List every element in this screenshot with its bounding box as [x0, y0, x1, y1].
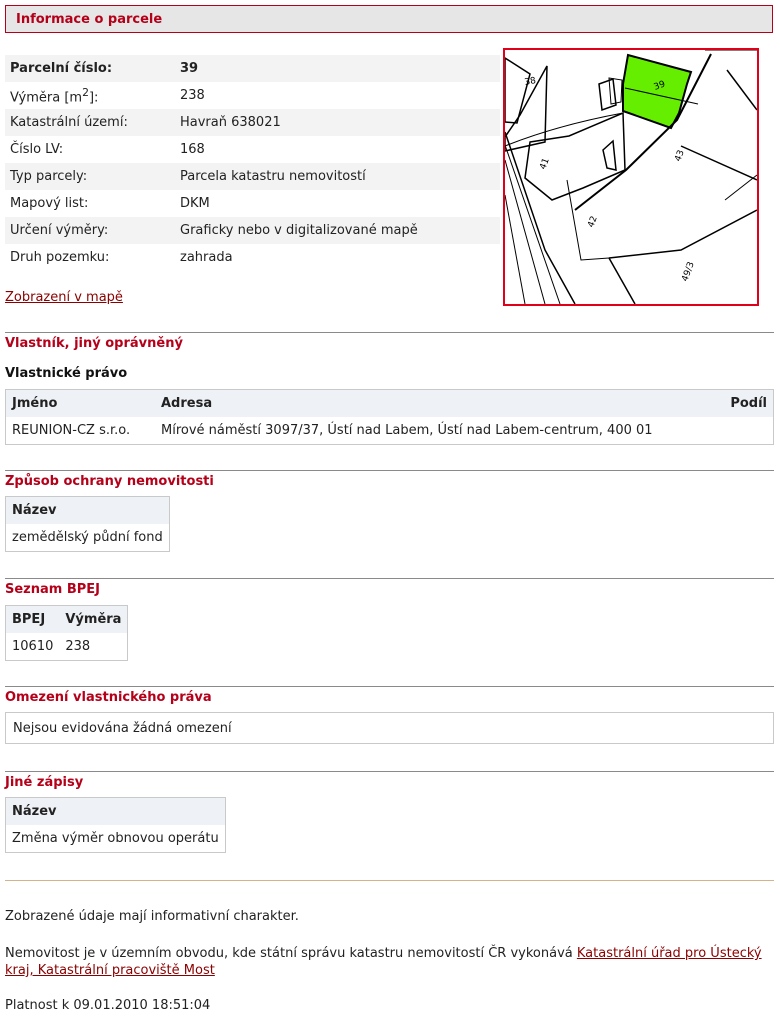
parcel-value: zahrada — [180, 250, 233, 265]
parcel-row — [5, 136, 500, 163]
bpej-code: 10610 — [6, 633, 60, 661]
parcel-row — [5, 163, 500, 190]
map-label: 49/3 — [680, 260, 697, 284]
section-divider — [5, 332, 774, 333]
column-header-name: Jméno — [6, 390, 156, 418]
column-header-address: Adresa — [155, 390, 718, 418]
parcel-value: 39 — [175, 55, 500, 82]
page-title: Informace o parcele — [16, 12, 163, 27]
table-row — [6, 417, 774, 445]
informative-note: Zobrazené údaje mají informativní charakter. — [5, 909, 299, 924]
protection-table — [5, 496, 170, 552]
section-divider — [5, 470, 774, 471]
column-header-share: Podíl — [718, 390, 773, 418]
parcel-row — [5, 190, 500, 217]
map-label: 39 — [652, 79, 667, 93]
parcel-value: Graficky nebo v digitalizované mapě — [175, 217, 500, 244]
bpej-section-title: Seznam BPEJ — [5, 582, 100, 597]
section-divider — [5, 771, 774, 772]
parcel-label: Druh pozemku: — [10, 250, 110, 265]
parcel-label: Parcelní číslo: — [5, 55, 175, 82]
page-header — [5, 5, 773, 33]
owner-section-title: Vlastník, jiný oprávněný — [5, 336, 183, 351]
parcel-label: Mapový list: — [10, 196, 89, 211]
map-label: 38 — [523, 76, 537, 88]
cadastral-office-note — [5, 945, 775, 979]
parcel-label: Typ parcely: — [5, 163, 175, 190]
parcel-row — [5, 109, 500, 136]
column-header-bpej: BPEJ — [6, 606, 60, 634]
bpej-table — [5, 605, 128, 661]
parcel-value: 168 — [180, 142, 205, 157]
footer-divider — [5, 880, 774, 881]
table-header-row — [6, 497, 170, 525]
section-divider — [5, 686, 774, 687]
owner-share — [718, 417, 773, 445]
column-header-title: Název — [6, 497, 170, 525]
table-row — [6, 633, 128, 661]
parcel-value: Parcela katastru nemovitostí — [175, 163, 500, 190]
owner-address: Mírové náměstí 3097/37, Ústí nad Labem, Ústí nad Labem-centrum, 400 01 — [155, 417, 718, 445]
section-divider — [5, 578, 774, 579]
table-row — [6, 524, 170, 552]
map-label: 41 — [538, 156, 552, 172]
show-in-map-link[interactable]: Zobrazení v mapě — [5, 290, 123, 305]
parcel-label: Číslo LV: — [10, 142, 64, 157]
protection-value: zemědělský půdní fond — [6, 524, 170, 552]
owner-name: REUNION-CZ s.r.o. — [6, 417, 156, 445]
validity-timestamp: Platnost k 09.01.2010 18:51:04 — [5, 998, 211, 1013]
table-row — [6, 825, 226, 853]
other-records-section-title: Jiné zápisy — [5, 775, 84, 790]
ownership-right-heading: Vlastnické právo — [5, 366, 128, 381]
column-header-area: Výměra — [59, 606, 128, 634]
area-label: Výměra [m — [10, 90, 83, 106]
table-header-row — [6, 606, 128, 634]
protection-section-title: Způsob ochrany nemovitosti — [5, 474, 214, 489]
parcel-label: Určení výměry: — [5, 217, 175, 244]
parcel-label — [5, 82, 175, 109]
map-label: 42 — [586, 214, 600, 230]
parcel-info-table — [5, 55, 500, 271]
table-header-row — [6, 390, 774, 418]
parcel-row — [5, 55, 500, 82]
other-record-value: Změna výměr obnovou operátu — [6, 825, 226, 853]
parcel-row — [5, 244, 500, 271]
parcel-label: Katastrální území: — [5, 109, 175, 136]
area-label-end: ]: — [88, 90, 99, 106]
office-prefix: Nemovitost je v územním obvodu, kde státní správu katastru nemovitostí ČR vykonává — [5, 946, 577, 961]
area-label-superscript: 2 — [82, 85, 89, 99]
restrictions-section-title: Omezení vlastnického práva — [5, 690, 212, 705]
parcel-value: Havraň 638021 — [175, 109, 500, 136]
table-header-row — [6, 798, 226, 826]
parcel-row — [5, 82, 500, 109]
column-header-title: Název — [6, 798, 226, 826]
restrictions-box: Nejsou evidována žádná omezení — [5, 712, 774, 744]
parcel-map-drawing — [505, 50, 757, 304]
bpej-area: 238 — [59, 633, 128, 661]
parcel-row — [5, 217, 500, 244]
cadastral-office-link[interactable]: Katastrální úřad pro Ústecký kraj, Katastrální pracoviště Most — [5, 946, 762, 978]
other-records-table — [5, 797, 226, 853]
owner-table — [5, 389, 774, 445]
parcel-value: DKM — [180, 196, 210, 211]
parcel-map[interactable] — [503, 48, 759, 306]
parcel-value: 238 — [180, 88, 205, 103]
map-label: 43 — [673, 148, 687, 164]
